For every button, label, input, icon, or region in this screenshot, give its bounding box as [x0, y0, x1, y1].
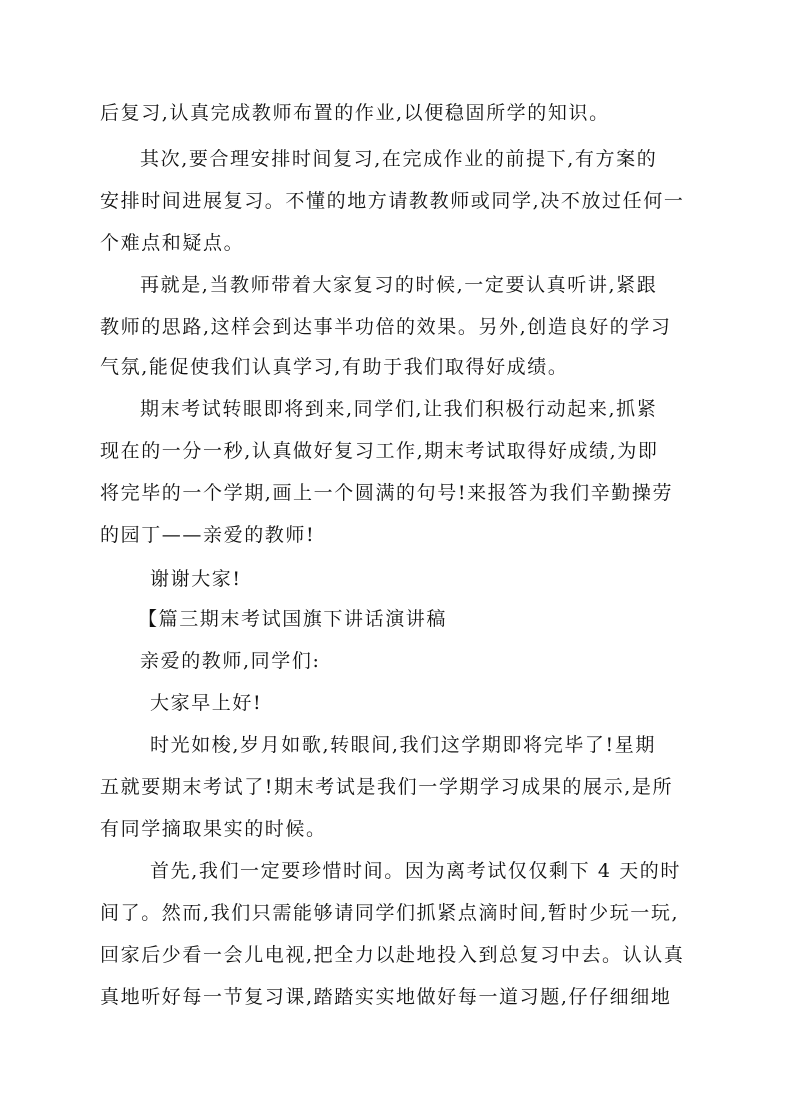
paragraph-line: 回家后少看一会儿电视,把全力以赴地投入到总复习中去。认认真: [100, 944, 685, 966]
paragraph-line: 再就是,当教师带着大家复习的时候,一定要认真听讲,紧跟: [140, 274, 658, 296]
paragraph-line: 首先,我们一定要珍惜时间。因为离考试仅仅剩下 4 天的时: [150, 860, 682, 882]
greeting: 大家早上好!: [150, 692, 263, 714]
paragraph-line: 后复习,认真完成教师布置的作业,以便稳固所学的知识。: [100, 102, 610, 124]
section-heading: 【篇三期末考试国旗下讲话演讲稿: [138, 608, 448, 630]
paragraph-line: 安排时间进展复习。不懂的地方请教教师或同学,决不放过任何一: [100, 190, 685, 212]
paragraph-line: 真地听好每一节复习课,踏踏实实地做好每一道习题,仔仔细细地: [100, 986, 672, 1008]
salutation: 亲爱的教师,同学们:: [140, 650, 321, 672]
paragraph-line: 时光如梭,岁月如歌,转眼间,我们这学期即将完毕了!星期: [150, 734, 656, 756]
paragraph-line: 间了。然而,我们只需能够请同学们抓紧点滴时间,暂时少玩一玩,: [100, 902, 680, 924]
paragraph-line: 现在的一分一秒,认真做好复习工作,期末考试取得好成绩,为即: [100, 440, 659, 462]
paragraph-line: 个难点和疑点。: [100, 232, 245, 254]
paragraph-line: 的园丁——亲爱的教师!: [100, 524, 316, 546]
paragraph-line: 气氛,能促使我们认真学习,有助于我们取得好成绩。: [100, 356, 569, 378]
paragraph-line: 教师的思路,这样会到达事半功倍的效果。另外,创造良好的学习: [100, 316, 672, 338]
paragraph-line: 将完毕的一个学期,画上一个圆满的句号!来报答为我们辛勤操劳: [100, 482, 674, 504]
closing-line: 谢谢大家!: [150, 568, 242, 590]
paragraph-line: 期末考试转眼即将到来,同学们,让我们积极行动起来,抓紧: [140, 398, 658, 420]
paragraph-line: 五就要期末考试了!期末考试是我们一学期学习成果的展示,是所: [100, 776, 674, 798]
paragraph-line: 有同学摘取果实的时候。: [100, 818, 327, 840]
paragraph-line: 其次,要合理安排时间复习,在完成作业的前提下,有方案的: [140, 148, 658, 170]
